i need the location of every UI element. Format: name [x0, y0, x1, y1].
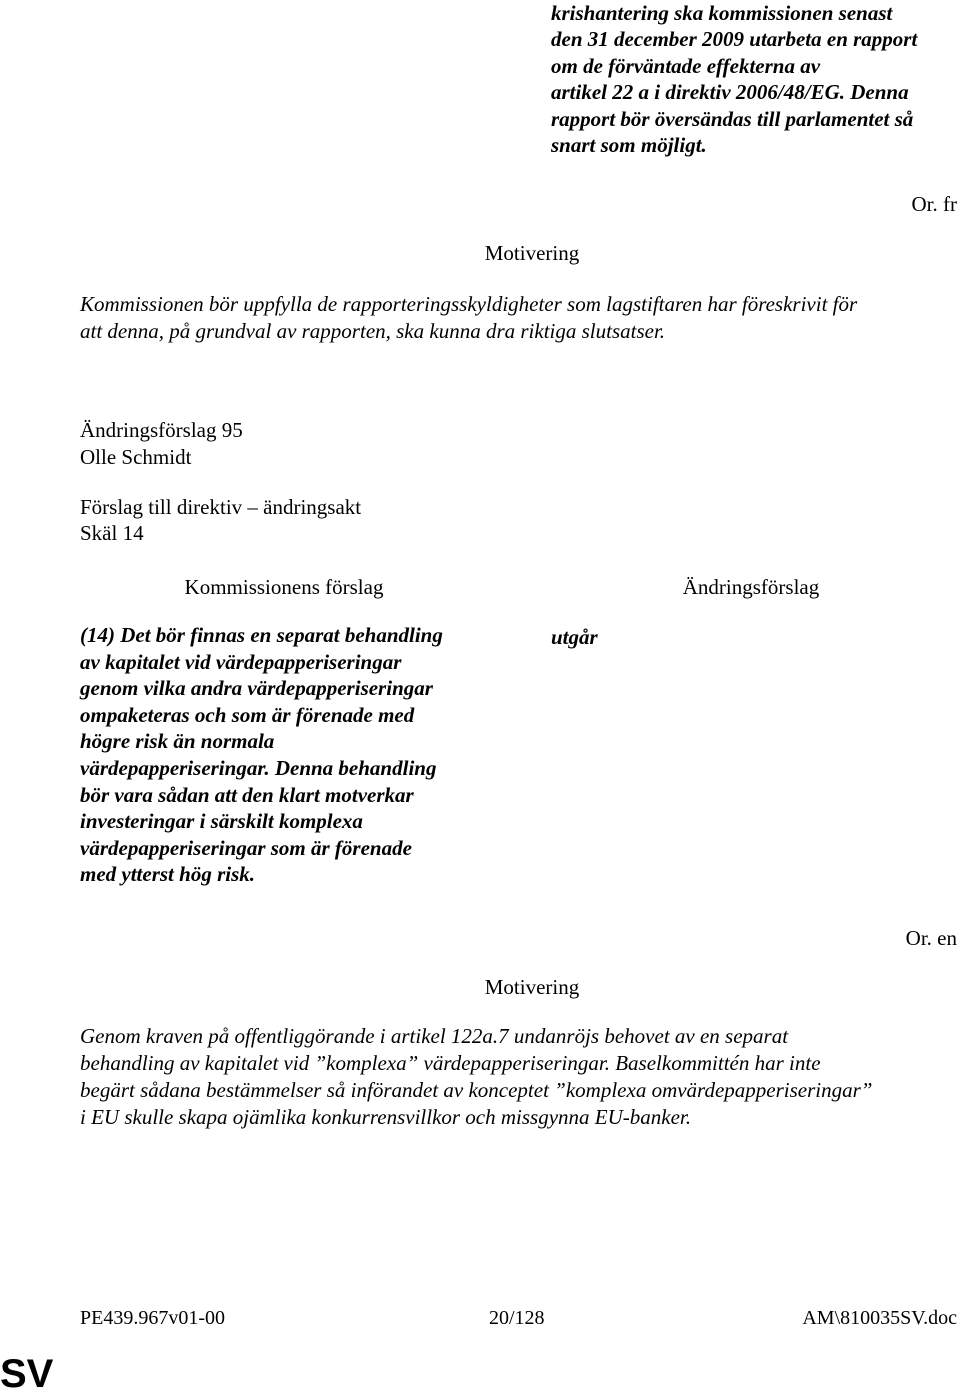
text-line: snart som möjligt. — [551, 133, 707, 158]
proposal-type: Förslag till direktiv – ändringsakt — [80, 495, 362, 519]
text-line: behandling av kapitalet vid ”komplexa” värdepapperiseringar. Baselkommittén har inte — [80, 1051, 821, 1075]
text-line: i EU skulle skapa ojämlika konkurrensvillkor och missgynna EU-banker. — [80, 1105, 692, 1129]
text-line: artikel 22 a i direktiv 2006/48/EG. Denna — [551, 80, 909, 105]
column-heading-commission: Kommissionens förslag — [184, 575, 384, 599]
original-language-label: Or. en — [905, 926, 957, 950]
footer-document-name: AM\810035SV.doc — [802, 1307, 957, 1329]
text-line: högre risk än normala — [80, 729, 275, 754]
text-line: investeringar i särskilt komplexa — [80, 809, 363, 834]
amendment-number: Ändringsförslag 95 — [80, 418, 243, 442]
text-line: rapport bör översändas till parlamentet så — [551, 106, 914, 131]
column-heading-amendment: Ändringsförslag — [682, 575, 820, 599]
continued-amendment-text — [551, 0, 917, 158]
text-line: med ytterst hög risk. — [80, 862, 256, 887]
footer-page-number: 20/128 — [489, 1307, 545, 1329]
text-line: Kommissionen bör uppfylla de rapporteringsskyldigheter som lagstiftaren har föreskrivit för — [80, 292, 858, 316]
language-code: SV — [0, 1352, 54, 1396]
text-line: den 31 december 2009 utarbeta en rapport — [551, 27, 918, 52]
text-line: Genom kraven på offentliggörande i artikel 122a.7 undanröjs behovet av en separat — [80, 1024, 789, 1048]
justification-text — [80, 291, 857, 345]
amendment-author: Olle Schmidt — [80, 445, 192, 469]
text-line: av kapitalet vid värdepapperiseringar — [80, 649, 402, 674]
text-line: (14) Det bör finnas en separat behandling — [80, 623, 443, 647]
text-line: krishantering ska kommissionen senast — [551, 1, 893, 25]
footer-reference: PE439.967v01-00 — [80, 1307, 225, 1329]
text-line: begärt sådana bestämmelser så införandet av konceptet ”komplexa omvärdepapperiseringar” — [80, 1078, 873, 1102]
amendment-deleted-text: utgår — [551, 625, 598, 649]
text-line: bör vara sådan att den klart motverkar — [80, 782, 414, 807]
justification-heading: Motivering — [484, 241, 580, 265]
text-line: om de förväntade effekterna av — [551, 53, 821, 78]
justification-heading: Motivering — [484, 975, 580, 999]
original-language-label: Or. fr — [911, 192, 957, 216]
text-line: genom vilka andra värdepapperiseringar — [80, 676, 433, 701]
recital-reference: Skäl 14 — [80, 521, 144, 545]
justification-text — [80, 1023, 872, 1131]
commission-recital-text — [80, 622, 443, 888]
text-line: ompaketeras och som är förenade med — [80, 702, 415, 727]
text-line: att denna, på grundval av rapporten, ska kunna dra riktiga slutsatser. — [80, 319, 666, 343]
text-line: värdepapperiseringar. Denna behandling — [80, 755, 437, 780]
text-line: värdepapperiseringar som är förenade — [80, 835, 412, 860]
